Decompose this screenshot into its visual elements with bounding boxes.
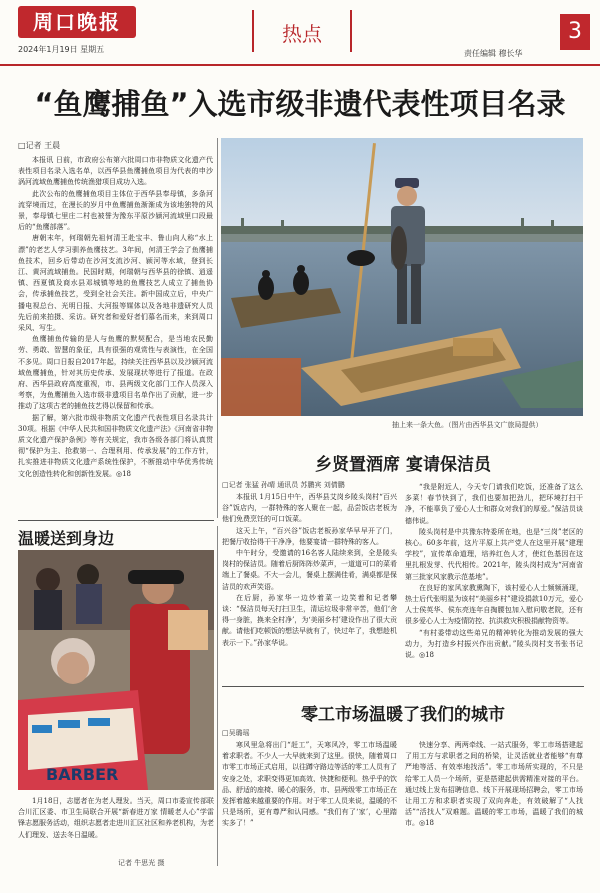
editor-credit: 责任编辑 穆长华: [464, 49, 523, 58]
paragraph: “我是附近人，今天专门请我们吃饭，还准备了这么多菜！春节快到了，我们也要加把劲儿，把环境打扫干净，不能辜负了爱心人士和群众对我们的厚爱。”保洁员谈德伟说。: [405, 483, 583, 525]
column-divider: [217, 138, 218, 518]
paragraph: 快速分享、两两牵线、一站式服务，零工市场搭建起了用工方与求职者之间的桥梁，让灵活就业者能够“有尊严地等活、有效率地找活”。零工市场所实现的，不只是给零工人员一个场所，更是搭建起供需精准对接的平台。通过线上发布招聘信息、线下开展现场招聘会，零工市场让用工方和求职者实现了双向奔赴，有效破解了“人找活”“活找人”双难题。温暖的零工市场，温暖了我们的城市。◎18: [405, 741, 583, 828]
paragraph: 唐朝末年，何瑞朝先祖何清王赴宝丰、鲁山向人称“水上漂”的老艺人学习驯养鱼鹰技艺。3年间，何清王学会了鱼鹰捕鱼技术，回乡后带动在沙河支流沙河、颍河等水域，登到长江、黄河流域捕鱼。民国时期，何瑞朝与西华县的徐镇、逍遥镇、西夏镇及商水县邓城镇等地的鱼鹰技艺人成立了捕鱼协会，传承捕鱼技艺，受到全社会关注。新中国成立后，中央广播电视总台、光明日报、大河报等媒体以及各地非遗研究人员先后前来拍摄、采访。研究者和爱好者们慕名而来，来到周口采风、写生。: [18, 234, 213, 333]
photo-illustration: [18, 550, 214, 790]
section-marker: [252, 10, 352, 52]
linggong-body-col1: [222, 740, 397, 870]
paragraph: 这天上午，“百兴谷”饭店老板孙家华早早开了门，把餐厅收拾得干干净净，他要宴请一群特殊的客人。: [222, 526, 397, 546]
photo-illustration: [221, 138, 583, 416]
xiangxian-headline: 乡贤置酒席 宴请保洁员: [315, 455, 491, 475]
wennuan-headline: 温暖送到身边: [18, 529, 115, 548]
newspaper-logo: 周口晚报: [18, 6, 136, 38]
masthead: [0, 0, 600, 66]
wennuan-photo-credit: 记者 牛思光 摄: [118, 859, 165, 867]
linggong-body-col2: [405, 740, 583, 870]
paragraph: 在良好的家风家教熏陶下，该村爱心人士频频涌现，热士后代张明星为该村“美丽乡村”建设捐款10万元，爱心人士侯英华、侯东亮连年自掏腰包加入慰问敬老院，还有很多爱心人士为疫情防控、抗洪救灾积极捐献物资等。: [405, 583, 583, 626]
section-name: 热点: [282, 22, 322, 46]
section-divider: [222, 686, 584, 687]
xiangxian-body-col1: [222, 492, 397, 677]
paragraph: “有村委带动这些弟兄的精神转化为推动发展的强大动力，为打造乡村振兴作出贡献。”陵头岗村支书张书记说。◎18: [405, 628, 583, 660]
main-byline: □记者 王晨: [18, 141, 61, 150]
linggong-headline: 零工市场温暖了我们的城市: [301, 705, 505, 725]
main-article-body: [18, 155, 213, 515]
paragraph: 中午时分，受邀请的16名客人陆续来到，全是陵头岗村的保洁员。随着后厨阵阵炒菜声，一道道可口的菜肴端上了餐桌。不大一会儿，餐桌上摆满佳肴，满桌都是保洁员的欢声笑语。: [222, 549, 397, 591]
issue-date: 2024年1月19日 星期五: [18, 45, 105, 54]
column-divider: [217, 526, 218, 866]
barber-volunteer-photo: [18, 550, 214, 790]
linggong-byline: □吴璐瑶: [222, 729, 250, 737]
paragraph: 1月18日，志愿者在为老人理发。当天，周口市委宣传部联合川汇区委、市卫生局联合开展“新春进万家 情暖老人心”学雷锋志愿服务活动，组织志愿者走进川汇区社区和养老机构，为老人们理发、送去冬日温暖。: [18, 797, 214, 839]
cormorant-fishing-photo: [221, 138, 583, 416]
wennuan-caption: [18, 796, 214, 856]
page-number: 3: [560, 14, 590, 50]
main-headline: “鱼鹰捕鱼”入选市级非遗代表性项目名录: [34, 87, 566, 121]
xiangxian-byline: □记者 张猛 孙晴 通讯员 苏鹏宾 刘倩鹏: [222, 481, 345, 489]
xiangxian-body-col2: [405, 482, 583, 677]
paragraph: 本报讯 1月15日中午，西华县艾岗乡陵头岗村“百兴谷”饭店内，一群特殊的客人聚在一起，品尝饭店老板为他们免费烹饪的可口饭菜。: [222, 493, 397, 524]
section-divider: [18, 520, 214, 521]
paragraph: 本报讯 日前，市政府公布第六批周口市非物质文化遗产代表性项目名录入选名单，以西华县鱼鹰捕鱼项目为代表的申沙涡河流域鱼鹰捕鱼传统渔猎项目成功入选。: [18, 156, 213, 187]
paragraph: 鱼鹰捕鱼传输的是人与鱼鹰的默契配合，是当地农民勤劳、勇敢、智慧的象征，具有很强的观赏性与表演性，在全国不多见。周口日报自2017年起，持续关注西华县以及沙颍河流域鱼鹰捕鱼，针对其历史传承、发展现状等进行了报道。在政府、西华县政府高度重视，市、县两级文化部门工作人员深入考察，为鱼鹰捕鱼入选市级非遗项目名单作出了贡献，进一步推动了这项古老的捕鱼技艺得以保留和传承。: [18, 335, 213, 411]
paragraph: 陵头岗村是中共豫东特委所在地，也是“三岗”老区的核心。60多年前，这片平原上共产党人在这里开展“建理学校”，宣传革命道理，培养红色人才，使红色基因在这里扎根发芽、代代相传。2021年，陵头岗村成为“河南省第三批家风家教示范基地”。: [405, 527, 583, 581]
paragraph: 寒风里急将出门“赶工”，天寒风冷，零工市场温暖着求职者。不少人一大早就来到了这里。很快，随着周口市零工市场正式启用，以往蹲守路边等活的零工人员有了安身之处，求职变得更加高效、快捷和便利。热乎乎的饮品、舒适的座椅、暖心的服务，市、县两级零工市场正在发挥着越来越重要的作用。对于零工人员来说，温暖的不只是场所，更有尊严和认同感。“我们有了‘家’，心里踏实多了！”: [222, 741, 397, 828]
paragraph: 据了解，第六批市级非物质文化遗产代表性项目名录共计30项。根据《中华人民共和国非物质文化遗产法》《河南省非物质文化遗产保护条例》等有关规定，我市各级各部门将认真贯彻“保护为主、抢救第一、合理利用、传承发展”的工作方针，扎实推进非物质文化遗产系统性保护，不断推动中华优秀传统文化创造性转化和创新性发展。◎18: [18, 413, 213, 478]
barber-cape-text: BARBER: [46, 765, 119, 784]
main-photo-caption: 抽上来一条大鱼。（图片由西华县文广旅局提供）: [392, 421, 543, 429]
paragraph: 在后厨，孙家华一边炒着菜一边笑着和记者攀谈：“保洁员每天打扫卫生，清运垃圾非常辛苦，他们‘舍得一身脏，换来全村净’，为‘美丽乡村’建设作出了很大贡献。请他们吃顿饭的想法早就有了，快过年了，我想趁机表示一下。”孙家华说。: [222, 593, 397, 647]
paragraph: 此次公布的鱼鹰捕鱼项目主体位于西华县奉母镇，多条河流穿境而过，在漫长的岁月中鱼鹰捕鱼渐渐成为该地独特的风景，奉母镇七里庄二村也被誉为豫东平原沙颍河流域里口段最后的“鱼鹰部落”。: [18, 189, 213, 232]
